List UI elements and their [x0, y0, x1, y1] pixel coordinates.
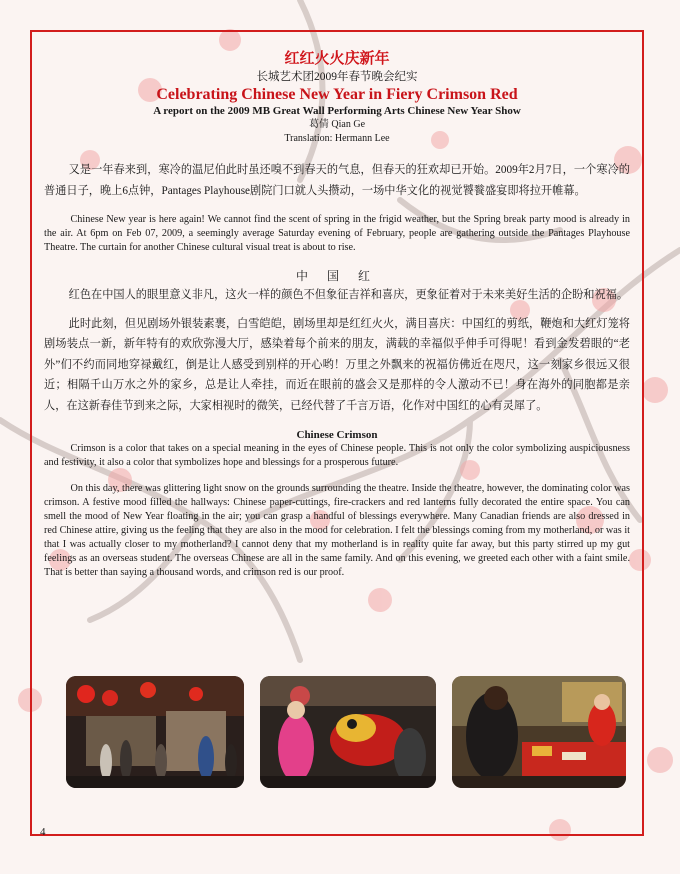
- intro-chinese: 又是一年春来到，寒冷的温尼伯此时虽还嗅不到春天的气息，但春天的狂欢却已开始。2009年2月7日，一个寒冷的普通日子，晚上6点钟，Pantages Playhouse剧院门口就人头攒动，一场中华文化的视觉饕餮盛宴即将拉开帷幕。: [44, 164, 630, 197]
- article: [44, 44, 630, 580]
- subtitle-chinese: 长城艺术团2009年春节晚会纪实: [256, 71, 418, 83]
- craft-table-photo: [452, 676, 626, 788]
- article-header: [44, 44, 630, 146]
- page-number: 4: [40, 826, 46, 838]
- title-chinese: 红红火火庆新年: [284, 51, 390, 67]
- translator: Translation: Hermann Lee: [284, 133, 390, 144]
- lion-dance-photo: [260, 676, 436, 788]
- author: 葛倩 Qian Ge: [308, 119, 366, 130]
- section-chinese-para-1: 红色在中国人的眼里意义非凡，这火一样的颜色不但象征吉祥和喜庆，更象征着对于未来美好生活的企盼和祝福。: [68, 289, 629, 301]
- section-english-para-1: Crimson is a color that takes on a special meaning in the eyes of Chinese people. This is not only the color symbolizing auspiciousness and festivity, it also a color that symbolizes hope and blessings for a prosperous future.: [44, 443, 630, 468]
- photo-strip: [66, 676, 626, 788]
- lobby-lanterns-photo: [66, 676, 244, 788]
- subtitle-english: A report on the 2009 MB Great Wall Performing Arts Chinese New Year Show: [153, 105, 521, 117]
- section-chinese-para-2: 此时此刻，但见剧场外银装素裹，白雪皑皑，剧场里却是红红火火，满目喜庆：中国红的剪纸，鞭炮和大红灯笼将剧场装点一新，新年特有的欢欣弥漫大厅，感染着每个前来的朋友，满载的幸福似乎伸手可得呢！看到金发碧眼的“老外”们不约而同地穿禄戴红，倒是让人感受到别样的开心哟！万里之外飘来的祝福仿佛近在咫尺，这一刻家乡很远又很近；相隔千山万水之外的家乡，总是让人牵挂，而近在眼前的盛会又是那样的令人激动不已！身在海外的同胞都是亲人，在这新春佳节到来之际，大家相视时的微笑，已经代替了千言万语，化作对中国红的心有灵犀了。: [44, 317, 630, 412]
- section-heading-chinese: 中 国 红: [295, 269, 378, 283]
- title-english: Celebrating Chinese New Year in Fiery Crimson Red: [156, 86, 518, 103]
- section-english-para-2: On this day, there was glittering light snow on the grounds surrounding the theatre. Inside the theatre, however, the dominating color was crimson. A festive mood filled the hallways: Chinese paper-cuttings, fire-crackers and red lanterns fully decorated the entire space. You can smell the mood of New Year floating in the air; you can grasp a handful of blessings everywhere. Many Canadian friends are also dressed in red Chinese attire, giving us the feeling that they are also in the mood for celebration. I felt the blessings coming from my motherland, or was it that I was actually closer to my motherland? I cannot deny that my motherland is in reality quite far away, but this party stirred up my gut feelings as an overseas student. The overseas Chinese are all in the same family. And on this evening, we greeted each other with a faint smile. That is better than saying a thousand words, and crimson red is our proof.: [44, 483, 630, 578]
- section-heading-english: Chinese Crimson: [296, 429, 378, 441]
- intro-english: Chinese New year is here again! We cannot find the scent of spring in the frigid weather, but the Spring break party mood is already in the air. At 6pm on Feb 07, 2009, a seemingly average Saturday evening of February, people are gathering outside the Pantages Playhouse Theatre. The curtain for another Chinese cultural visual treat is about to rise.: [44, 214, 630, 253]
